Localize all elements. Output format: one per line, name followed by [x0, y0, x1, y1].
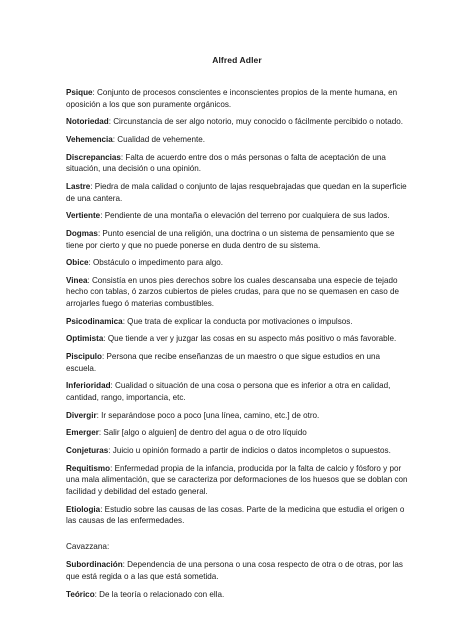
- entry-definition: : Conjunto de procesos conscientes e inconscientes propios de la mente humana, en oposición a los que son puramente orgánicos.: [66, 88, 398, 109]
- entry-term: Etiologia: [66, 504, 101, 514]
- entry-definition: : Salir [algo o alguien] de dentro del agua o de otro líquido: [98, 428, 307, 438]
- glossary-entry: [66, 257, 411, 269]
- entry-definition: : Enfermedad propia de la infancia, producida por la falta de calcio y fósforo y por una mala alimentación, que se caracteriza por deformaciones de los huesos que se doblan con facilidad y debilidad del estado general.: [66, 463, 408, 496]
- section-entries: [66, 559, 411, 600]
- entry-term: Psicodinamica: [66, 316, 123, 326]
- entry-term: Lastre: [66, 181, 91, 191]
- entry-definition: : Estudio sobre las causas de las cosas. Parte de la medicina que estudia el origen o las causas de las enfermedades.: [66, 504, 405, 526]
- glossary-entry: [66, 134, 411, 146]
- entry-term: Notoriedad: [66, 117, 109, 127]
- entry-definition: : Que tiende a ver y juzgar las cosas en su aspecto más positivo o más favorable.: [103, 334, 397, 344]
- entry-definition: : Ir separándose poco a poco [una línea, camino, etc.] de otro.: [96, 410, 320, 420]
- entry-definition: : Cualidad o situación de una cosa o persona que es inferior a otra en calidad, cantidad, rango, importancia, etc.: [66, 381, 391, 402]
- entry-definition: : Consistía en unos pies derechos sobre los cuales descansaba una especie de tejado hecho con tablas, ó zarzos cubiertos de pieles crudas, para que no se quemasen en caso de arrojarles fuego ó materias combustibles.: [66, 275, 399, 309]
- entry-definition: : Circunstancia de ser algo notorio, muy conocido o fácilmente percibido o notado.: [108, 117, 403, 127]
- entry-term: Teórico: [66, 589, 95, 599]
- glossary-entry: [66, 210, 411, 222]
- entry-term: Emerger: [66, 428, 99, 438]
- entry-definition: : Punto esencial de una religión, una doctrina o un sistema de pensamiento que se tiene por cierto y que no puede ponerse en duda dentro de su sistema.: [66, 228, 395, 250]
- glossary: [66, 87, 411, 606]
- entry-definition: : Cualidad de vehemente.: [112, 134, 206, 144]
- glossary-entry: [66, 333, 411, 345]
- document-title: Alfred Adler: [212, 55, 262, 65]
- glossary-entry: [66, 228, 411, 251]
- glossary-entry: [66, 427, 411, 439]
- entry-definition: : Dependencia de una persona o una cosa respecto de otra o de otras, por las que está regida o a las que está sometida.: [66, 560, 403, 581]
- glossary-entry: [66, 275, 411, 310]
- entry-term: Psique: [66, 88, 93, 97]
- entry-definition: : Juicio u opinión formado a partir de indicios o datos incompletos o supuestos.: [108, 446, 391, 456]
- entry-term: Requitismo: [66, 463, 111, 473]
- glossary-entry: [66, 445, 411, 457]
- entry-term: Vinea: [66, 275, 88, 285]
- glossary-entry: [66, 181, 411, 204]
- section-heading: Cavazzana:: [66, 541, 110, 551]
- entry-definition: : De la teoría o relacionado con ella.: [94, 589, 225, 599]
- glossary-entry: [66, 410, 411, 422]
- entry-term: Subordinación: [66, 560, 123, 570]
- glossary-entries: [66, 87, 411, 527]
- entry-definition: : Obstáculo o impedimento para algo.: [88, 258, 224, 268]
- entry-term: Dogmas: [66, 228, 98, 238]
- glossary-entry: [66, 589, 411, 601]
- entry-definition: : Persona que recibe enseñanzas de un maestro o que sigue estudios en una escuela.: [66, 352, 381, 373]
- glossary-entry: [66, 316, 411, 328]
- entry-term: Piscipulo: [66, 352, 102, 362]
- entry-definition: : Que trata de explicar la conducta por motivaciones o impulsos.: [122, 316, 353, 326]
- glossary-entry: [66, 504, 411, 527]
- glossary-entry: [66, 463, 411, 498]
- entry-term: Optimista: [66, 334, 104, 344]
- glossary-entry: [66, 152, 411, 175]
- entry-definition: : Falta de acuerdo entre dos o más personas o falta de aceptación de una situación, una decisión o una opinión.: [66, 152, 386, 174]
- entry-term: Conjeturas: [66, 446, 109, 456]
- entry-term: Divergir: [66, 410, 97, 420]
- glossary-entry: [66, 559, 411, 582]
- entry-term: Vehemencia: [66, 134, 113, 144]
- entry-term: Vertiente: [66, 211, 101, 221]
- entry-term: Inferioridad: [66, 381, 111, 391]
- glossary-entry: [66, 116, 411, 128]
- glossary-entry: [66, 87, 411, 110]
- entry-term: Obice: [66, 258, 89, 268]
- entry-definition: : Piedra de mala calidad o conjunto de lajas resquebrajadas que quedan en la superficie de una cantera.: [66, 181, 407, 203]
- entry-term: Discrepancias: [66, 152, 121, 162]
- glossary-entry: [66, 351, 411, 374]
- glossary-entry: [66, 380, 411, 403]
- entry-definition: : Pendiente de una montaña o elevación del terreno por cualquiera de sus lados.: [100, 211, 390, 221]
